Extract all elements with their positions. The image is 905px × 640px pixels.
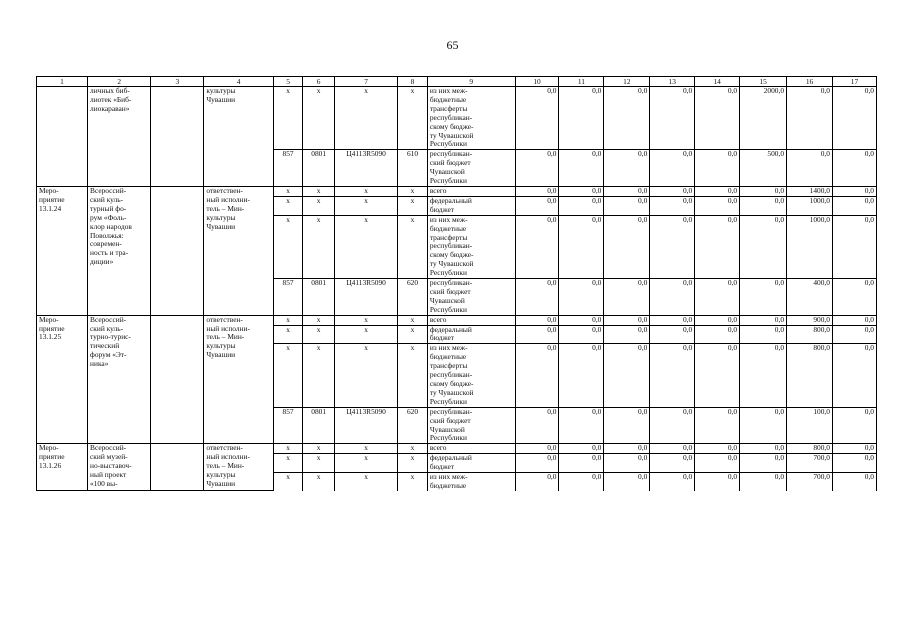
code-cell: x (273, 473, 303, 491)
code-cell: x (398, 473, 428, 491)
code-cell: x (273, 186, 303, 196)
empty-cell (151, 87, 204, 187)
value-cell: 0,0 (650, 344, 695, 407)
code-cell: x (303, 444, 335, 454)
value-cell: 900,0 (787, 315, 833, 325)
value-cell: 0,0 (559, 344, 604, 407)
code-cell: 857 (273, 407, 303, 444)
column-header: 16 (787, 77, 833, 87)
value-cell: 0,0 (559, 325, 604, 344)
code-cell: x (398, 315, 428, 325)
executor-cell: культуры Чувашии (204, 87, 273, 187)
value-cell: 0,0 (740, 196, 787, 215)
code-cell: 0801 (303, 279, 335, 316)
value-cell: 0,0 (740, 315, 787, 325)
executor-cell: ответствен- ный исполни- тель – Мин- культуры Чувашии (204, 444, 273, 491)
value-cell: 0,0 (559, 473, 604, 491)
event-name-cell: личных биб- лиотек «Биб- лиокараван» (88, 87, 151, 187)
value-cell: 0,0 (787, 150, 833, 187)
value-cell: 0,0 (695, 87, 740, 150)
value-cell: 1000,0 (787, 196, 833, 215)
code-cell: x (334, 454, 397, 473)
value-cell: 0,0 (832, 186, 876, 196)
value-cell: 0,0 (515, 186, 559, 196)
column-header: 8 (398, 77, 428, 87)
funding-source-cell: из них меж- бюджетные (427, 473, 515, 491)
value-cell: 0,0 (559, 215, 604, 278)
code-cell: x (303, 325, 335, 344)
value-cell: 0,0 (604, 454, 650, 473)
code-cell: x (273, 87, 303, 150)
value-cell: 0,0 (515, 473, 559, 491)
value-cell: 0,0 (515, 196, 559, 215)
value-cell: 0,0 (740, 344, 787, 407)
code-cell: 620 (398, 279, 428, 316)
budget-body (37, 87, 877, 491)
code-cell: 0801 (303, 150, 335, 187)
value-cell: 500,0 (740, 150, 787, 187)
value-cell: 0,0 (559, 444, 604, 454)
value-cell: 0,0 (740, 454, 787, 473)
code-cell: 857 (273, 150, 303, 187)
event-name-cell: Всероссий- ский куль- турный фо- рум «Фоль- клор народов Поволжья: современ- ность и тра- диции» (88, 186, 151, 315)
value-cell: 0,0 (559, 279, 604, 316)
funding-source-cell: республикан- ский бюджет Чувашской Республики (427, 279, 515, 316)
value-cell: 0,0 (650, 444, 695, 454)
value-cell: 0,0 (832, 279, 876, 316)
value-cell: 0,0 (695, 196, 740, 215)
code-cell: x (303, 473, 335, 491)
value-cell: 1000,0 (787, 215, 833, 278)
value-cell: 0,0 (832, 407, 876, 444)
value-cell: 0,0 (559, 186, 604, 196)
value-cell: 0,0 (832, 196, 876, 215)
code-cell: x (334, 325, 397, 344)
value-cell: 0,0 (604, 344, 650, 407)
value-cell: 0,0 (832, 473, 876, 491)
column-header: 1 (37, 77, 88, 87)
code-cell: x (398, 454, 428, 473)
value-cell: 0,0 (604, 315, 650, 325)
code-cell: 620 (398, 407, 428, 444)
empty-cell (151, 444, 204, 491)
table-row (37, 315, 877, 325)
value-cell: 0,0 (559, 150, 604, 187)
funding-source-cell: всего (427, 444, 515, 454)
column-header: 11 (559, 77, 604, 87)
value-cell: 0,0 (832, 444, 876, 454)
value-cell: 0,0 (650, 150, 695, 187)
value-cell: 0,0 (740, 325, 787, 344)
value-cell: 0,0 (515, 150, 559, 187)
value-cell: 0,0 (695, 344, 740, 407)
column-header: 9 (427, 77, 515, 87)
value-cell: 800,0 (787, 444, 833, 454)
code-cell: x (398, 444, 428, 454)
value-cell: 0,0 (515, 279, 559, 316)
value-cell: 700,0 (787, 454, 833, 473)
value-cell: 1400,0 (787, 186, 833, 196)
event-id-cell (37, 87, 88, 187)
funding-source-cell: всего (427, 315, 515, 325)
column-header: 10 (515, 77, 559, 87)
value-cell: 0,0 (604, 215, 650, 278)
column-header: 13 (650, 77, 695, 87)
code-cell: 610 (398, 150, 428, 187)
event-name-cell: Всероссий- ский куль- турно-турис- тический форум «Эт- ника» (88, 315, 151, 444)
value-cell: 0,0 (650, 473, 695, 491)
value-cell: 0,0 (559, 315, 604, 325)
value-cell: 0,0 (832, 325, 876, 344)
code-cell: x (334, 315, 397, 325)
code-cell: Ц4113R5090 (334, 150, 397, 187)
code-cell: x (303, 87, 335, 150)
funding-source-cell: республикан- ский бюджет Чувашской Республики (427, 150, 515, 187)
header-row (37, 77, 877, 87)
event-id-cell: Меро- приятие 13.1.25 (37, 315, 88, 444)
code-cell: x (398, 325, 428, 344)
value-cell: 0,0 (695, 150, 740, 187)
value-cell: 0,0 (650, 196, 695, 215)
code-cell: 857 (273, 279, 303, 316)
value-cell: 0,0 (515, 325, 559, 344)
event-name-cell: Всероссий- ский музей- но-выставоч- ный проект «100 вы- (88, 444, 151, 491)
value-cell: 0,0 (787, 87, 833, 150)
code-cell: x (334, 444, 397, 454)
code-cell: x (303, 215, 335, 278)
value-cell: 0,0 (832, 454, 876, 473)
value-cell: 0,0 (559, 454, 604, 473)
value-cell: 400,0 (787, 279, 833, 316)
empty-cell (151, 315, 204, 444)
empty-cell (151, 186, 204, 315)
value-cell: 0,0 (740, 444, 787, 454)
value-cell: 0,0 (695, 315, 740, 325)
code-cell: x (303, 454, 335, 473)
value-cell: 0,0 (515, 87, 559, 150)
code-cell: x (334, 473, 397, 491)
value-cell: 0,0 (650, 315, 695, 325)
code-cell: Ц4113R5090 (334, 407, 397, 444)
funding-source-cell: всего (427, 186, 515, 196)
code-cell: x (273, 344, 303, 407)
value-cell: 0,0 (559, 407, 604, 444)
column-header: 15 (740, 77, 787, 87)
value-cell: 0,0 (650, 279, 695, 316)
code-cell: x (398, 87, 428, 150)
funding-source-cell: федеральный бюджет (427, 454, 515, 473)
value-cell: 0,0 (650, 87, 695, 150)
value-cell: 0,0 (832, 150, 876, 187)
executor-cell: ответствен- ный исполни- тель – Мин- культуры Чувашии (204, 315, 273, 444)
value-cell: 0,0 (695, 473, 740, 491)
column-header: 7 (334, 77, 397, 87)
event-id-cell: Меро- приятие 13.1.26 (37, 444, 88, 491)
value-cell: 0,0 (740, 279, 787, 316)
table-row (37, 186, 877, 196)
budget-table (36, 76, 877, 491)
value-cell: 0,0 (515, 407, 559, 444)
code-cell: x (303, 186, 335, 196)
code-cell: x (398, 186, 428, 196)
event-id-cell: Меро- приятие 13.1.24 (37, 186, 88, 315)
value-cell: 100,0 (787, 407, 833, 444)
value-cell: 2000,0 (740, 87, 787, 150)
value-cell: 0,0 (740, 407, 787, 444)
value-cell: 0,0 (515, 344, 559, 407)
value-cell: 0,0 (695, 407, 740, 444)
value-cell: 0,0 (559, 196, 604, 215)
value-cell: 0,0 (695, 444, 740, 454)
funding-source-cell: республикан- ский бюджет Чувашской Республики (427, 407, 515, 444)
funding-source-cell: из них меж- бюджетные трансферты республикан- скому бюдже- ту Чувашской Республики (427, 344, 515, 407)
funding-source-cell: федеральный бюджет (427, 325, 515, 344)
value-cell: 0,0 (559, 87, 604, 150)
funding-source-cell: из них меж- бюджетные трансферты республикан- скому бюдже- ту Чувашской Республики (427, 215, 515, 278)
code-cell: x (303, 196, 335, 215)
code-cell: x (334, 196, 397, 215)
value-cell: 0,0 (604, 186, 650, 196)
code-cell: x (334, 344, 397, 407)
value-cell: 0,0 (515, 315, 559, 325)
funding-source-cell: из них меж- бюджетные трансферты республикан- скому бюдже- ту Чувашской Республики (427, 87, 515, 150)
value-cell: 0,0 (832, 215, 876, 278)
value-cell: 0,0 (515, 454, 559, 473)
code-cell: x (334, 186, 397, 196)
value-cell: 0,0 (695, 454, 740, 473)
value-cell: 0,0 (740, 215, 787, 278)
value-cell: 0,0 (650, 407, 695, 444)
column-header: 4 (204, 77, 273, 87)
code-cell: x (303, 344, 335, 407)
code-cell: x (273, 454, 303, 473)
code-cell: Ц4113R5090 (334, 279, 397, 316)
column-header: 5 (273, 77, 303, 87)
value-cell: 0,0 (515, 444, 559, 454)
value-cell: 0,0 (740, 473, 787, 491)
table-row (37, 444, 877, 454)
code-cell: x (273, 444, 303, 454)
value-cell: 700,0 (787, 473, 833, 491)
code-cell: x (273, 315, 303, 325)
value-cell: 0,0 (832, 87, 876, 150)
code-cell: x (273, 215, 303, 278)
value-cell: 0,0 (604, 279, 650, 316)
column-header: 14 (695, 77, 740, 87)
column-header: 3 (151, 77, 204, 87)
value-cell: 0,0 (650, 325, 695, 344)
value-cell: 0,0 (604, 150, 650, 187)
value-cell: 0,0 (604, 196, 650, 215)
code-cell: x (398, 344, 428, 407)
code-cell: x (398, 215, 428, 278)
code-cell: 0801 (303, 407, 335, 444)
code-cell: x (273, 196, 303, 215)
value-cell: 800,0 (787, 344, 833, 407)
value-cell: 0,0 (650, 215, 695, 278)
code-cell: x (398, 196, 428, 215)
code-cell: x (273, 325, 303, 344)
value-cell: 800,0 (787, 325, 833, 344)
value-cell: 0,0 (604, 407, 650, 444)
value-cell: 0,0 (604, 473, 650, 491)
value-cell: 0,0 (650, 454, 695, 473)
value-cell: 0,0 (604, 87, 650, 150)
column-header: 2 (88, 77, 151, 87)
value-cell: 0,0 (695, 279, 740, 316)
value-cell: 0,0 (740, 186, 787, 196)
value-cell: 0,0 (650, 186, 695, 196)
funding-source-cell: федеральный бюджет (427, 196, 515, 215)
value-cell: 0,0 (695, 325, 740, 344)
table-row (37, 87, 877, 150)
value-cell: 0,0 (695, 186, 740, 196)
page-number: 65 (446, 38, 459, 52)
code-cell: x (334, 215, 397, 278)
column-header: 6 (303, 77, 335, 87)
code-cell: x (334, 87, 397, 150)
column-header: 17 (832, 77, 876, 87)
value-cell: 0,0 (515, 215, 559, 278)
value-cell: 0,0 (604, 444, 650, 454)
value-cell: 0,0 (604, 325, 650, 344)
executor-cell: ответствен- ный исполни- тель – Мин- культуры Чувашии (204, 186, 273, 315)
code-cell: x (303, 315, 335, 325)
value-cell: 0,0 (832, 344, 876, 407)
column-header: 12 (604, 77, 650, 87)
value-cell: 0,0 (695, 215, 740, 278)
value-cell: 0,0 (832, 315, 876, 325)
